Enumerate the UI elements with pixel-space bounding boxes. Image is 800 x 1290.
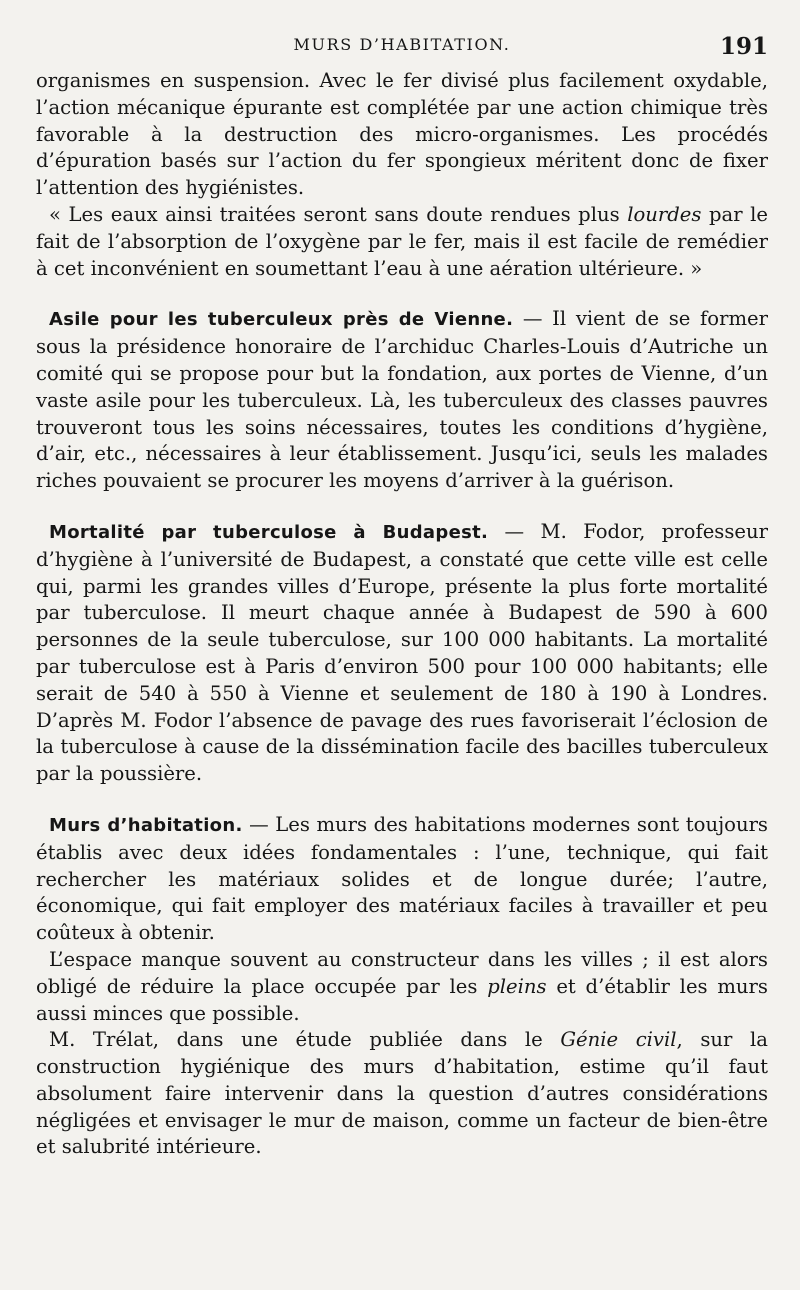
body-text: [36, 68, 768, 1161]
section-text-mortalite: — M. Fodor, professeur d’hygiène à l’université de Budapest, a constaté que cette ville est celle qui, parmi les grandes villes d’Europe, présente la plus forte mortalité par tuberculose. Il meurt chaque année à Budapest de 590 à 600 personnes de la seule tuberculose, sur 100 000 habitants. La mortalité par tuberculose est à Paris d’environ 500 pour 100 000 habitants; elle serait de 540 à 550 à Vienne et seulement de 180 à 190 à Londres. D’après M. Fodor l’absence de pavage des rues favoriserait l’éclosion de la tuberculose à cause de la dissémination facile des bacilles tuberculeux par la poussière.: [36, 519, 768, 786]
paragraph-quotation: [36, 202, 768, 282]
section-text-murs: — Les murs des habitations modernes sont toujours établis avec deux idées fondamentales : l’une, technique, qui fait rechercher les matériaux solides et de longue durée; l’autre, économique, qui fait employer des matériaux faciles à travailler et peu coûteux à obtenir.: [36, 812, 768, 945]
quote-text-start: « Les eaux ainsi traitées seront sans doute rendues plus: [49, 202, 628, 226]
espace-text-start: L’espace manque souvent au constructeur dans les villes ; il est alors obligé de réduire la place occupée par les: [36, 947, 768, 998]
section-heading-mortalite: Mortalité par tuberculose à Budapest.: [49, 521, 489, 543]
section-text-asile: — Il vient de se former sous la présidence honoraire de l’archiduc Charles-Louis d’Autriche un comité qui se propose pour but la fondation, aux portes de Vienne, d’un vaste asile pour les tuberculeux. Là, les tuberculeux des classes pauvres trouveront tous les soins nécessaires, toutes les conditions d’hygiène, d’air, etc., nécessaires à leur établissement. Jusqu’ici, seuls les malades riches pouvaient se procurer les moyens d’arriver à la guérison.: [36, 307, 768, 493]
page-number: 191: [719, 33, 768, 60]
section-asile-vienne: [36, 306, 768, 495]
section-heading-asile: Asile pour les tuberculeux près de Vienne.: [49, 309, 514, 331]
section-murs-habitation: [36, 812, 768, 947]
running-header: [36, 33, 768, 59]
espace-text-end: et d’établir les murs aussi minces que possible.: [36, 974, 768, 1025]
italic-genie-civil: Génie civil: [560, 1028, 677, 1052]
paragraph-water-purification: organismes en suspension. Avec le fer divisé plus facilement oxydable, l’action mécanique épurante est complétée par une action chimique très favorable à la destruction des micro-organismes. Les procédés d’épuration basés sur l’action du fer spongieux méritent donc de fixer l’attention des hygiénistes.: [36, 69, 768, 200]
quote-text-end: par le fait de l’absorption de l’oxygène par le fer, mais il est facile de remédier à cet inconvénient en soumettant l’eau à une aération ultérieure. »: [36, 202, 768, 280]
section-mortalite-budapest: [36, 519, 768, 788]
running-title: MURS D’HABITATION.: [293, 35, 511, 54]
paragraph-trelat: [36, 1027, 768, 1161]
trelat-text-end: , sur la construction hygiénique des murs d’habitation, estime qu’il faut absolument faire intervenir dans la question d’autres considérations négligées et envisager le mur de maison, comme un facteur de bien-être et salubrité intérieure.: [36, 1028, 768, 1159]
italic-pleins: pleins: [487, 974, 547, 998]
paragraph-espace: [36, 947, 768, 1027]
section-heading-murs: Murs d’habitation.: [49, 814, 243, 836]
trelat-text-start: M. Trélat, dans une étude publiée dans le: [49, 1028, 561, 1052]
italic-lourdes: lourdes: [627, 202, 702, 226]
